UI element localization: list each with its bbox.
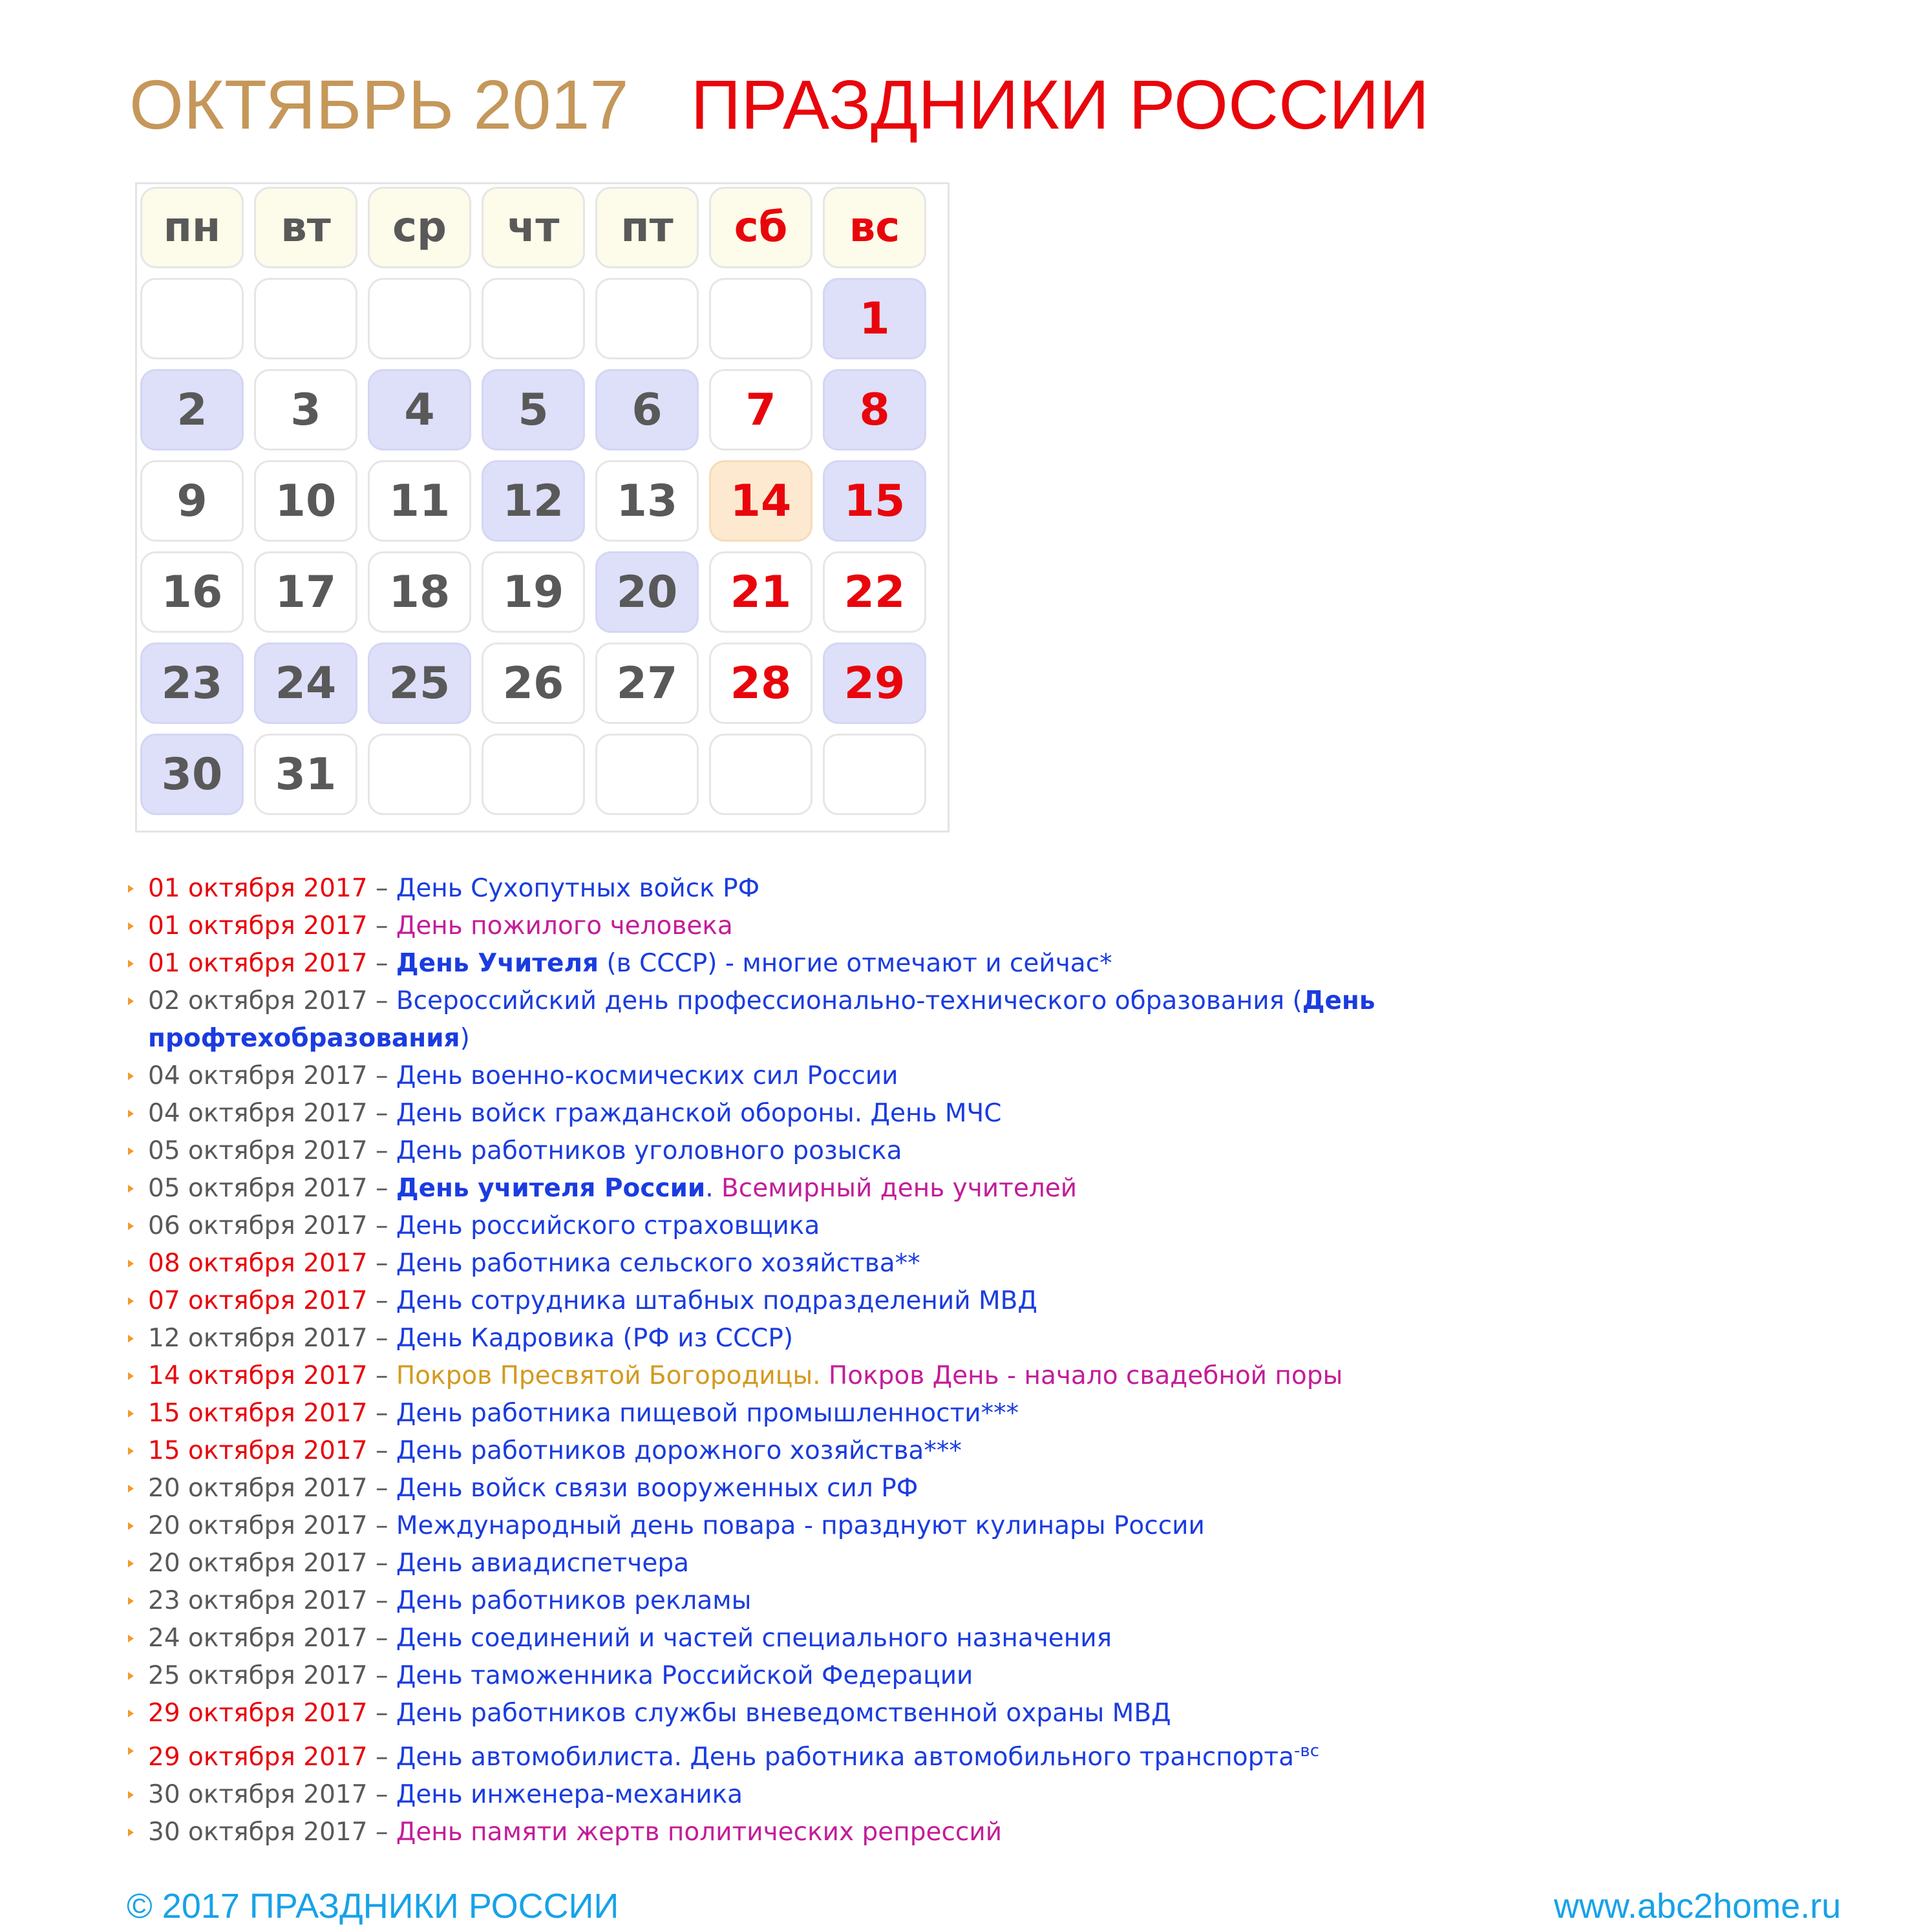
holiday-name: День Сухопутных войск РФ — [396, 874, 760, 903]
holiday-date: 04 октября 2017 — [148, 1099, 368, 1128]
holiday-date: 20 октября 2017 — [148, 1549, 368, 1578]
holiday-list-item — [125, 1732, 1531, 1776]
holiday-date: 29 октября 2017 — [148, 1699, 368, 1728]
weekday-header: вт — [254, 187, 357, 268]
separator-dash: – — [367, 1699, 396, 1728]
holiday-list-item — [125, 1207, 1531, 1245]
holiday-date: 30 октября 2017 — [148, 1818, 368, 1847]
holiday-list-item — [125, 1245, 1531, 1282]
holiday-name: День профтехобразования — [148, 986, 1375, 1053]
holiday-date: 06 октября 2017 — [148, 1211, 368, 1240]
holiday-name: День работников дорожного хозяйства*** — [396, 1436, 962, 1465]
holiday-list-item — [125, 1657, 1531, 1695]
calendar-day[interactable]: 27 — [595, 642, 699, 724]
separator-dash: – — [367, 1061, 396, 1090]
holiday-name: День работников службы вневедомственной охраны МВД — [396, 1699, 1171, 1728]
calendar-grid — [135, 182, 950, 833]
holiday-list — [125, 870, 1531, 1851]
calendar-empty-cell — [368, 278, 471, 359]
calendar-day[interactable]: 16 — [140, 551, 244, 633]
separator-dash: – — [367, 1286, 396, 1315]
calendar-day[interactable]: 24 — [254, 642, 357, 724]
separator-dash: – — [367, 1586, 396, 1615]
calendar-day[interactable]: 18 — [368, 551, 471, 633]
calendar-day[interactable]: 10 — [254, 460, 357, 542]
holiday-date: 25 октября 2017 — [148, 1661, 368, 1690]
calendar-empty-cell — [368, 734, 471, 815]
holiday-date: 20 октября 2017 — [148, 1474, 368, 1503]
calendar-day[interactable]: 28 — [709, 642, 812, 724]
calendar-day[interactable]: 30 — [140, 734, 244, 815]
calendar-empty-cell — [140, 278, 244, 359]
holiday-list-item — [125, 1620, 1531, 1657]
holiday-date: 24 октября 2017 — [148, 1624, 368, 1653]
holiday-list-item — [125, 982, 1531, 1057]
holiday-name: День соединений и частей специального назначения — [396, 1624, 1112, 1653]
separator-dash: – — [367, 874, 396, 903]
holiday-name: (в СССР) - многие отмечают и сейчас* — [599, 949, 1112, 978]
separator-dash: – — [367, 1474, 396, 1503]
separator-dash: – — [367, 1249, 396, 1278]
holiday-name: День работника пищевой промышленности*** — [396, 1399, 1019, 1428]
month-title: ОКТЯБРЬ 2017 — [129, 65, 629, 143]
holiday-list-item — [125, 870, 1531, 908]
holiday-name: Международный день повара - празднуют кулинары России — [396, 1511, 1205, 1540]
calendar-empty-cell — [823, 734, 926, 815]
holiday-list-item — [125, 1545, 1531, 1582]
holiday-name: День учителя России — [396, 1174, 706, 1203]
weekday-header: пн — [140, 187, 244, 268]
holiday-date: 07 октября 2017 — [148, 1286, 368, 1315]
holiday-name: День таможенника Российской Федерации — [396, 1661, 973, 1690]
holiday-name: День российского страховщика — [396, 1211, 820, 1240]
calendar-empty-cell — [482, 734, 585, 815]
separator-dash: – — [367, 986, 396, 1015]
holiday-note-mark: -вс — [1294, 1741, 1319, 1761]
separator-dash: – — [367, 949, 396, 978]
holiday-name: День пожилого человека — [396, 911, 733, 940]
separator-dash: – — [367, 1624, 396, 1653]
separator-dash: – — [367, 1818, 396, 1847]
holiday-date: 20 октября 2017 — [148, 1511, 368, 1540]
holiday-date: 15 октября 2017 — [148, 1436, 368, 1465]
footer-copyright: © 2017 ПРАЗДНИКИ РОССИИ — [127, 1887, 619, 1926]
calendar-empty-cell — [254, 278, 357, 359]
holiday-name: День военно-космических сил России — [396, 1061, 898, 1090]
holiday-name: . — [705, 1174, 722, 1203]
holiday-list-item — [125, 1507, 1531, 1545]
holiday-date: 01 октября 2017 — [148, 874, 368, 903]
holiday-name: День работников уголовного розыска — [396, 1136, 902, 1165]
calendar-day[interactable]: 9 — [140, 460, 244, 542]
calendar-day[interactable]: 7 — [709, 369, 812, 451]
holiday-name: Всемирный день учителей — [721, 1174, 1077, 1203]
holiday-name: День Учителя — [396, 949, 599, 978]
holiday-list-item — [125, 1057, 1531, 1095]
calendar-day[interactable]: 3 — [254, 369, 357, 451]
holiday-date: 23 октября 2017 — [148, 1586, 368, 1615]
holiday-name: День войск связи вооруженных сил РФ — [396, 1474, 918, 1503]
holiday-list-item — [125, 1282, 1531, 1320]
holiday-date: 01 октября 2017 — [148, 949, 368, 978]
holiday-name: Покров Пресвятой Богородицы. — [396, 1361, 829, 1390]
holiday-name: День работников рекламы — [396, 1586, 752, 1615]
holiday-list-item — [125, 1170, 1531, 1207]
holiday-date: 01 октября 2017 — [148, 911, 368, 940]
separator-dash: – — [367, 1361, 396, 1390]
separator-dash: – — [367, 1399, 396, 1428]
calendar-day[interactable]: 6 — [595, 369, 699, 451]
holiday-name: ) — [460, 1024, 470, 1053]
holiday-name: Покров День - начало свадебной поры — [828, 1361, 1343, 1390]
separator-dash: – — [367, 1780, 396, 1809]
separator-dash: – — [367, 1136, 396, 1165]
holiday-date: 05 октября 2017 — [148, 1136, 368, 1165]
holiday-name: Всероссийский день профессионально-технического образования ( — [396, 986, 1302, 1015]
holiday-name: День памяти жертв политических репрессий — [396, 1818, 1003, 1847]
holiday-list-item — [125, 1095, 1531, 1132]
separator-dash: – — [367, 1324, 396, 1353]
calendar-day[interactable]: 25 — [368, 642, 471, 724]
holiday-list-item — [125, 1470, 1531, 1507]
calendar-day[interactable]: 12 — [482, 460, 585, 542]
holidays-title: ПРАЗДНИКИ РОССИИ — [690, 65, 1430, 143]
holiday-list-item — [125, 1320, 1531, 1357]
holiday-date: 15 октября 2017 — [148, 1399, 368, 1428]
separator-dash: – — [367, 1511, 396, 1540]
footer-site-link[interactable]: www.abc2home.ru — [1554, 1887, 1842, 1926]
calendar-day[interactable]: 14 — [709, 460, 812, 542]
holiday-name: День войск гражданской обороны. День МЧС — [396, 1099, 1002, 1128]
calendar-day[interactable]: 17 — [254, 551, 357, 633]
holiday-list-item — [125, 1776, 1531, 1814]
weekday-header: ср — [368, 187, 471, 268]
calendar-day[interactable]: 15 — [823, 460, 926, 542]
holiday-list-item — [125, 1814, 1531, 1851]
calendar-day[interactable]: 19 — [482, 551, 585, 633]
separator-dash: – — [367, 1743, 396, 1772]
separator-dash: – — [367, 1549, 396, 1578]
weekday-header: вс — [823, 187, 926, 268]
calendar-day[interactable]: 11 — [368, 460, 471, 542]
calendar-day[interactable]: 5 — [482, 369, 585, 451]
calendar-day[interactable]: 8 — [823, 369, 926, 451]
holiday-list-item — [125, 1132, 1531, 1170]
calendar-day[interactable]: 22 — [823, 551, 926, 633]
calendar-day[interactable]: 26 — [482, 642, 585, 724]
holiday-list-item — [125, 1357, 1531, 1395]
holiday-list-item — [125, 1695, 1531, 1732]
calendar-day[interactable]: 21 — [709, 551, 812, 633]
calendar-empty-cell — [709, 278, 812, 359]
holiday-name: День инженера-механика — [396, 1780, 743, 1809]
separator-dash: – — [367, 1099, 396, 1128]
calendar-day[interactable]: 20 — [595, 551, 699, 633]
holiday-list-item — [125, 1432, 1531, 1470]
holiday-name: День сотрудника штабных подразделений МВД — [396, 1286, 1037, 1315]
calendar-day[interactable]: 31 — [254, 734, 357, 815]
calendar-empty-cell — [482, 278, 585, 359]
weekday-header: сб — [709, 187, 812, 268]
separator-dash: – — [367, 1211, 396, 1240]
weekday-header: пт — [595, 187, 699, 268]
holiday-date: 14 октября 2017 — [148, 1361, 368, 1390]
holiday-name: День работника сельского хозяйства** — [396, 1249, 920, 1278]
calendar-empty-cell — [709, 734, 812, 815]
calendar-empty-cell — [595, 734, 699, 815]
calendar-day[interactable]: 4 — [368, 369, 471, 451]
holiday-date: 05 октября 2017 — [148, 1174, 368, 1203]
holiday-list-item — [125, 1582, 1531, 1620]
separator-dash: – — [367, 1661, 396, 1690]
separator-dash: – — [367, 911, 396, 940]
holiday-date: 12 октября 2017 — [148, 1324, 368, 1353]
calendar-day[interactable]: 13 — [595, 460, 699, 542]
holiday-name: День Кадровика (РФ из СССР) — [396, 1324, 794, 1353]
holiday-name: День автомобилиста. День работника автомобильного транспорта — [396, 1743, 1294, 1772]
holiday-date: 30 октября 2017 — [148, 1780, 368, 1809]
holiday-date: 04 октября 2017 — [148, 1061, 368, 1090]
page-title — [129, 63, 1429, 146]
holiday-list-item — [125, 1395, 1531, 1432]
holiday-list-item — [125, 908, 1531, 945]
holiday-date: 29 октября 2017 — [148, 1743, 368, 1772]
separator-dash: – — [367, 1174, 396, 1203]
calendar-empty-cell — [595, 278, 699, 359]
calendar-day[interactable]: 2 — [140, 369, 244, 451]
weekday-header: чт — [482, 187, 585, 268]
calendar-day[interactable]: 29 — [823, 642, 926, 724]
calendar-day[interactable]: 1 — [823, 278, 926, 359]
holiday-list-item — [125, 945, 1531, 982]
holiday-date: 02 октября 2017 — [148, 986, 368, 1015]
holiday-date: 08 октября 2017 — [148, 1249, 368, 1278]
separator-dash: – — [367, 1436, 396, 1465]
holiday-name: День авиадиспетчера — [396, 1549, 689, 1578]
calendar-day[interactable]: 23 — [140, 642, 244, 724]
